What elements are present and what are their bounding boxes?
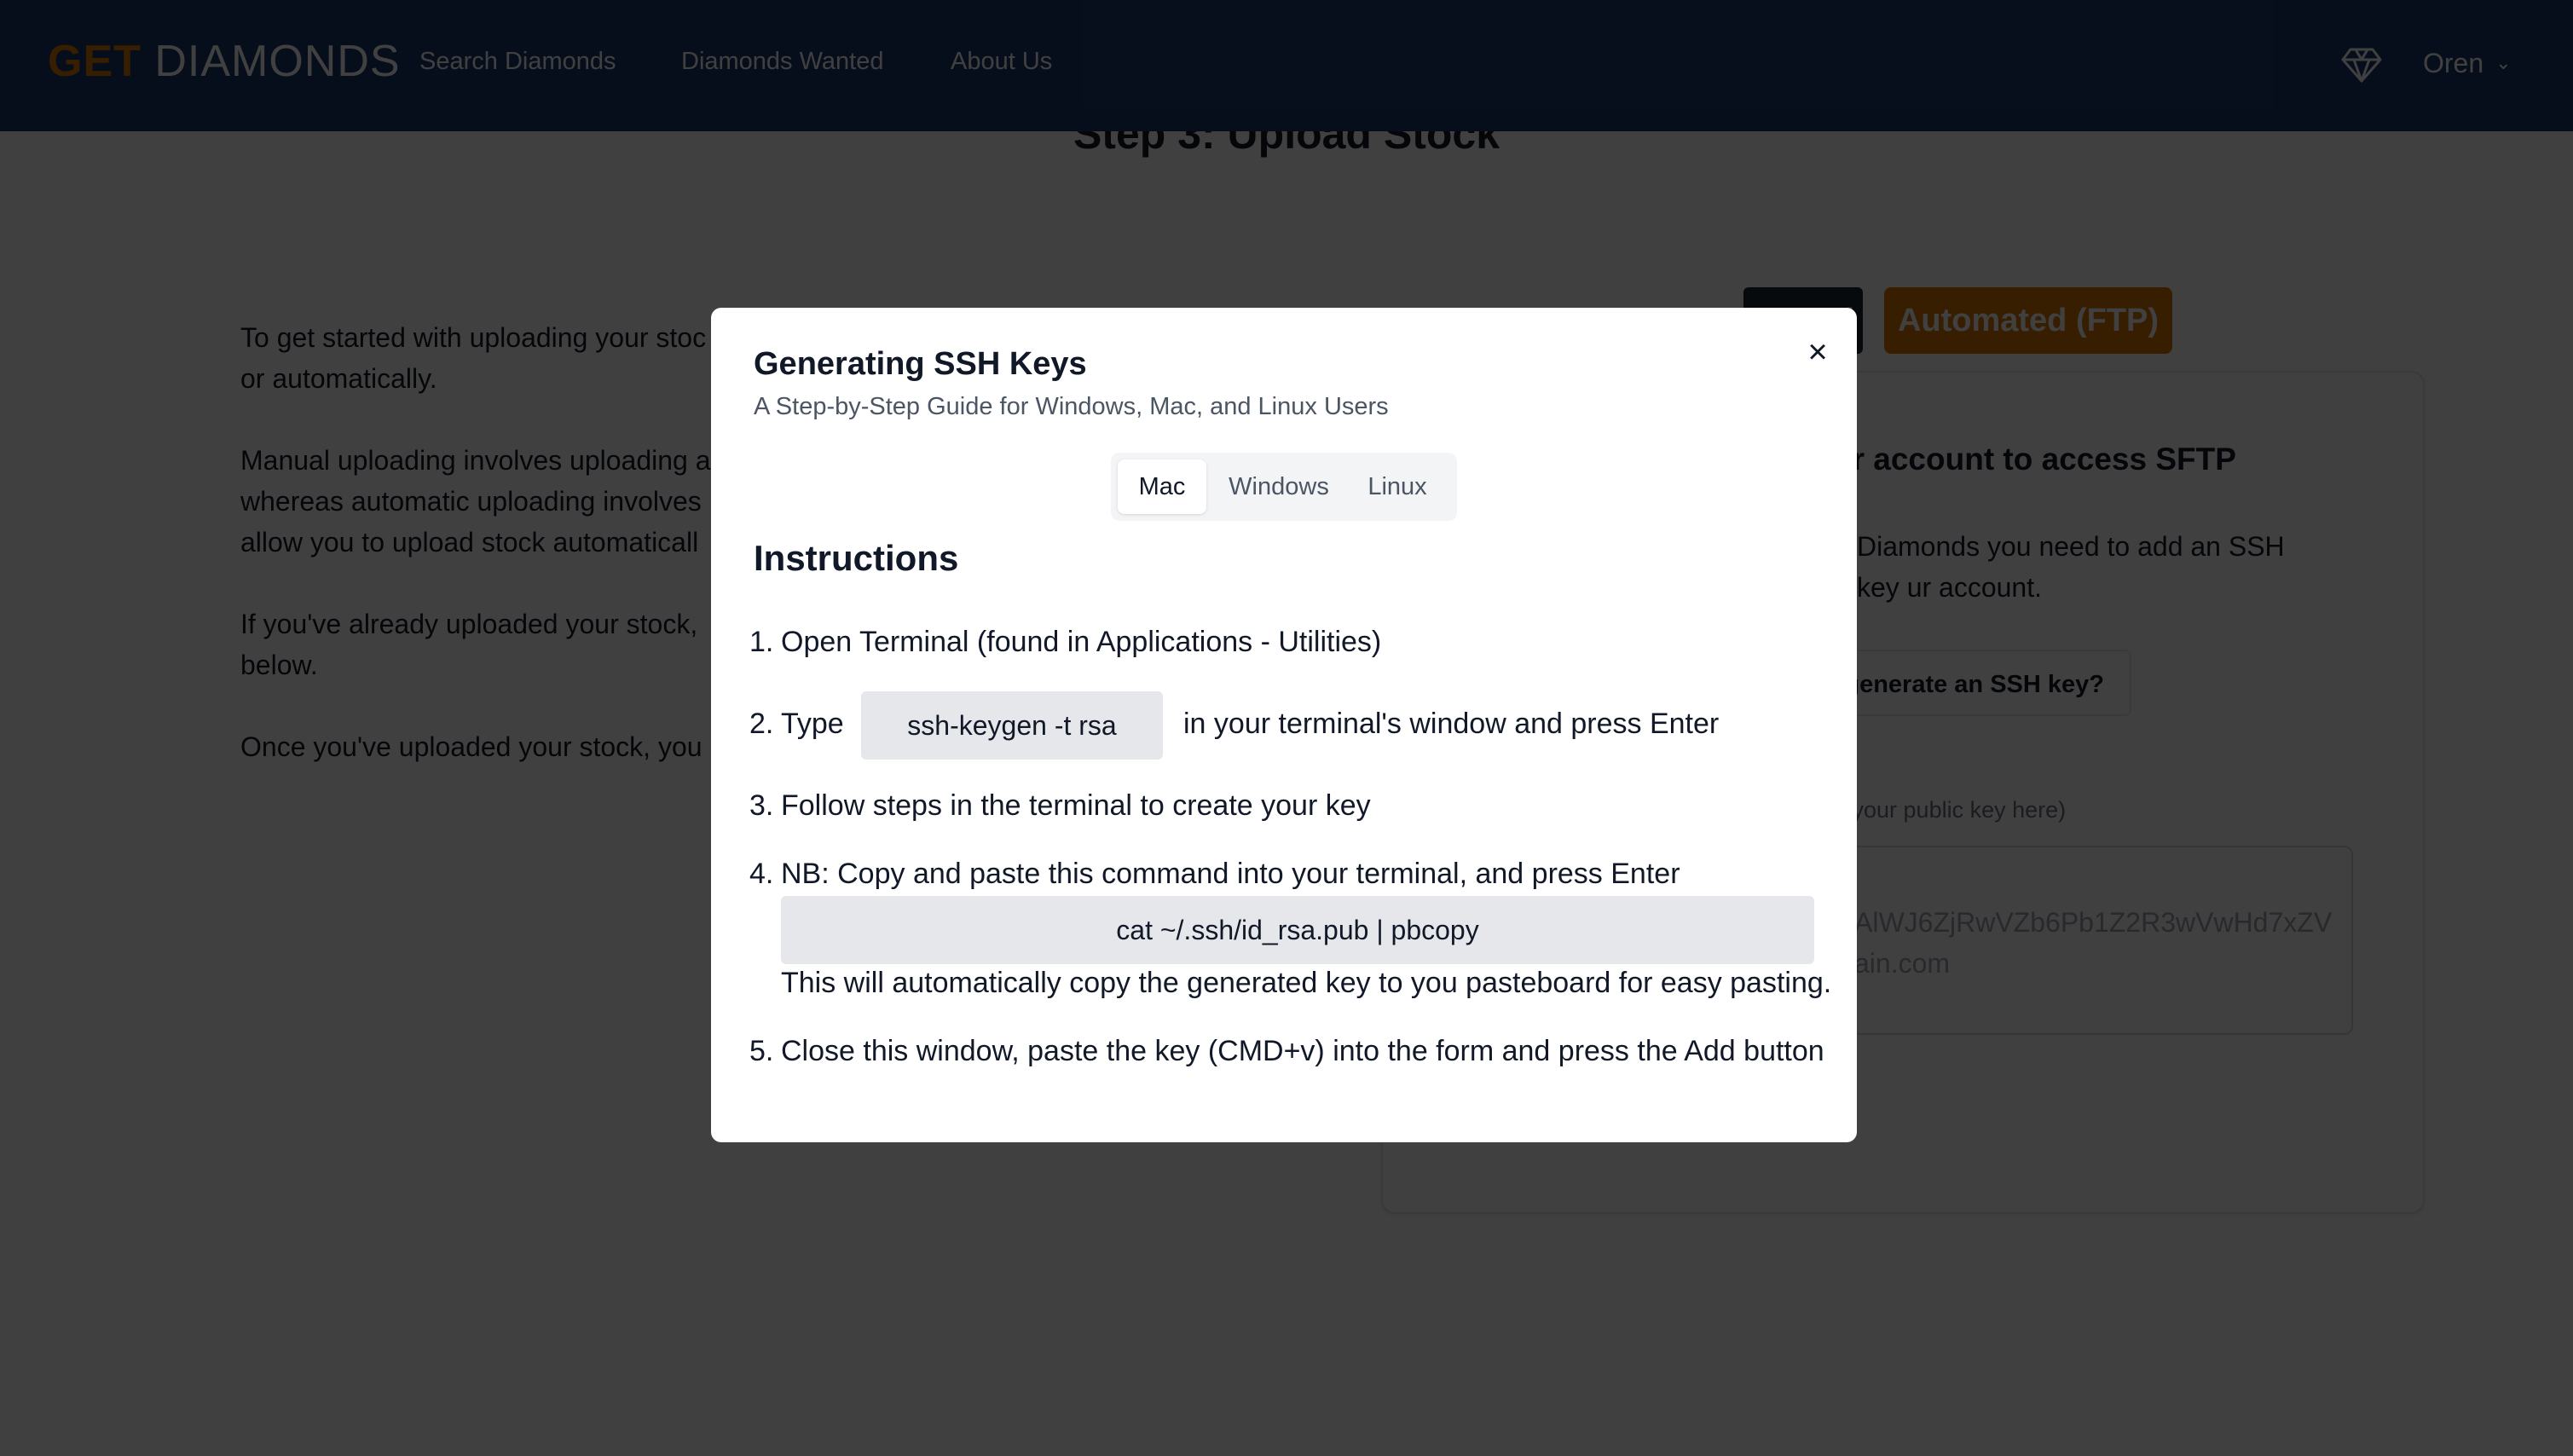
tab-windows[interactable]: Windows <box>1229 473 1329 500</box>
close-icon[interactable]: × <box>1807 333 1828 371</box>
modal-title: Generating SSH Keys <box>754 346 1087 382</box>
step-2-suffix: in your terminal's window and press Enter <box>1183 708 1720 740</box>
step-number: 5. <box>749 1035 774 1067</box>
step-number: 3. <box>749 789 774 822</box>
step-number: 4. <box>749 858 774 890</box>
step-5-text: Close this window, paste the key (CMD+v) into the form and press the Add button <box>781 1035 1824 1067</box>
ssh-keygen-command: ssh-keygen -t rsa <box>861 691 1163 760</box>
step-number: 1. <box>749 626 774 658</box>
instructions-heading: Instructions <box>754 538 959 578</box>
step-4-text: NB: Copy and paste this command into your terminal, and press Enter <box>781 858 1680 890</box>
step-number: 2. <box>749 708 774 740</box>
step-1-text: Open Terminal (found in Applications - Utilities) <box>781 626 1382 658</box>
step-2-prefix: Type <box>781 708 844 740</box>
tab-mac[interactable]: Mac <box>1118 459 1206 514</box>
step-3-text: Follow steps in the terminal to create your key <box>781 789 1371 822</box>
os-tabs <box>1111 453 1457 521</box>
modal-subtitle: A Step-by-Step Guide for Windows, Mac, and Linux Users <box>754 393 1389 420</box>
pbcopy-command: cat ~/.ssh/id_rsa.pub | pbcopy <box>781 896 1814 964</box>
step-4-note: This will automatically copy the generated key to you pasteboard for easy pasting. <box>781 967 1832 999</box>
tab-linux[interactable]: Linux <box>1367 473 1427 500</box>
ssh-keys-modal <box>711 308 1857 1142</box>
